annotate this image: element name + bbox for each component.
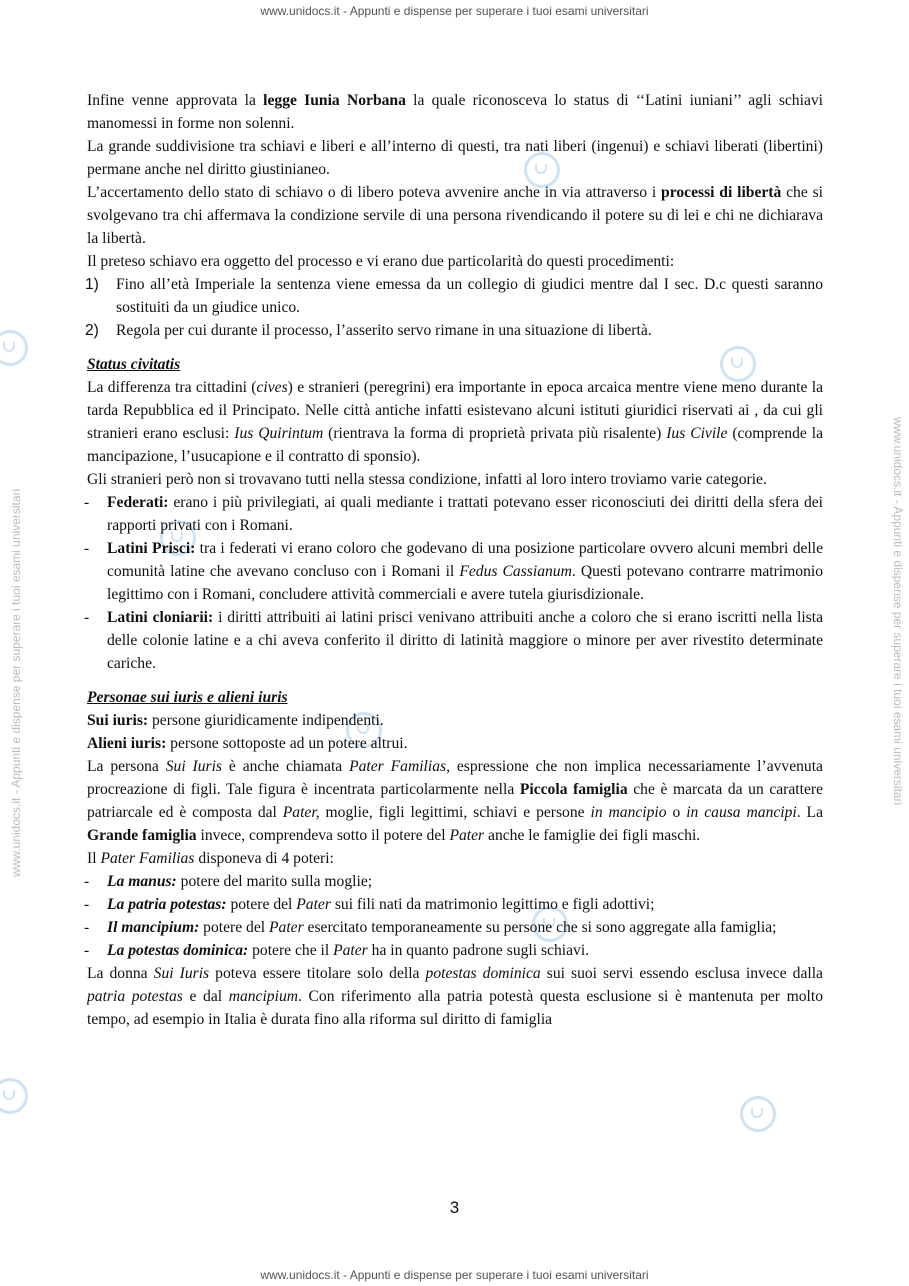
page-footer-watermark: www.unidocs.it - Appunti e dispense per superare i tuoi esami universitari bbox=[260, 1268, 649, 1282]
section-heading: Status civitatis bbox=[87, 356, 181, 373]
paragraph: L’accertamento dello stato di schiavo o di libero poteva avvenire anche in via attraverso i processi di libertà che si svolgevano tra chi affermava la condizione servile di una persona rivendicando il potere su di lei e chi ne dichiarava la libertà. bbox=[87, 184, 823, 247]
list-item: - Latini cloniarii: i diritti attribuiti ai latini prisci venivano attribuiti anche a coloro che si erano iscritti nella lista delle colonie latine e a chi aveva conferito il diritto di latinità maggiore o minore per aver rivestito determinate cariche. bbox=[84, 609, 823, 672]
paragraph: Il Pater Familias disponeva di 4 poteri: bbox=[87, 850, 334, 867]
document-body bbox=[84, 89, 824, 1031]
paragraph: La donna Sui Iuris poteva essere titolare solo della potestas dominica sui suoi servi essendo esclusa invece dalla patria potestas e dal mancipium. Con riferimento alla patria potestà questa esclusione si è mantenuta per molto tempo, ad esempio in Italia è durata fino alla riforma sul diritto di famiglia bbox=[87, 965, 824, 1028]
paragraph: Infine venne approvata la legge Iunia Norbana la quale riconosceva lo status di ‘‘Latini iuniani’’ agli schiavi manomessi in forme non solenni. bbox=[87, 92, 823, 132]
paragraph: Il preteso schiavo era oggetto del processo e vi erano due particolarità do questi procedimenti: bbox=[87, 253, 675, 270]
section-heading: Personae sui iuris e alieni iuris bbox=[87, 689, 288, 706]
list-item: - Il mancipium: potere del Pater esercitato temporaneamente su persone che si sono aggregate alla famiglia; bbox=[84, 919, 777, 936]
numbered-item: 1) Fino all’età Imperiale la sentenza viene emessa da un collegio di giudici mentre dal I sec. D.c questi saranno sostituiti da un giudice unico. bbox=[85, 276, 823, 316]
paragraph: La differenza tra cittadini (cives) e stranieri (peregrini) era importante in epoca arcaica mentre viene meno durante la tarda Repubblica ed il Principato. Nelle città antiche infatti esistevano alcuni istituti giuridici riservati ai , da cui gli stranieri erano esclusi: Ius Quirintum (rientrava la forma di proprietà privata più risalente) Ius Civile (comprende la mancipazione, l’usucapione e il contratto di sponsio). bbox=[87, 379, 824, 465]
unidocs-logo-icon bbox=[0, 1078, 28, 1114]
paragraph: Gli stranieri però non si trovavano tutti nella stessa condizione, infatti al loro intero troviamo varie categorie. bbox=[87, 471, 767, 488]
list-item: - La potestas dominica: potere che il Pater ha in quanto padrone sugli schiavi. bbox=[84, 942, 590, 959]
paragraph: Sui iuris: persone giuridicamente indipendenti. bbox=[87, 712, 384, 729]
list-item: - Federati: erano i più privilegiati, ai quali mediante i trattati potevano esser riconosciuti dei diritti della sfera dei rapporti privati con i Romani. bbox=[84, 494, 823, 534]
page-number: 3 bbox=[449, 1198, 460, 1217]
side-watermark-right: www.unidocs.it - Appunti e dispense per superare i tuoi esami universitari bbox=[891, 417, 905, 806]
list-item: - La patria potestas: potere del Pater sui fili nati da matrimonio legittimo e figli adottivi; bbox=[84, 896, 655, 913]
paragraph: La persona Sui Iuris è anche chiamata Pater Familias, espressione che non implica necessariamente l’avvenuta procreazione di figli. Tale figura è incentrata particolarmente nella Piccola famiglia che è marcata da un carattere patriarcale ed è composta dal Pater, moglie, figli legittimi, schiavi e persone in mancipio o in causa mancipi. La Grande famiglia invece, comprendeva sotto il potere del Pater anche le famiglie dei figli maschi. bbox=[87, 758, 824, 844]
list-item: - Latini Prisci: tra i federati vi erano coloro che godevano di una posizione particolare ovvero alcuni membri delle comunità latine che avevano concluso con i Romani il Fedus Cassianum. Questi potevano contrarre matrimonio legittimo con i Romani, concludere attività commerciali e avere tutela giurisdizionale. bbox=[84, 540, 823, 603]
numbered-item: 2) Regola per cui durante il processo, l’asserito servo rimane in una situazione di libertà. bbox=[85, 322, 652, 339]
paragraph: La grande suddivisione tra schiavi e liberi e all’interno di questi, tra nati liberi (ingenui) e schiavi liberati (libertini) permane anche nel diritto giustinianeo. bbox=[87, 138, 823, 178]
list-item: - La manus: potere del marito sulla moglie; bbox=[84, 873, 373, 890]
paragraph: Alieni iuris: persone sottoposte ad un potere altrui. bbox=[87, 735, 408, 752]
unidocs-logo-icon bbox=[0, 330, 28, 366]
side-watermark-left: www.unidocs.it - Appunti e dispense per superare i tuoi esami universitari bbox=[9, 488, 23, 877]
unidocs-logo-icon bbox=[740, 1096, 776, 1132]
page-header-watermark: www.unidocs.it - Appunti e dispense per superare i tuoi esami universitari bbox=[260, 4, 649, 18]
